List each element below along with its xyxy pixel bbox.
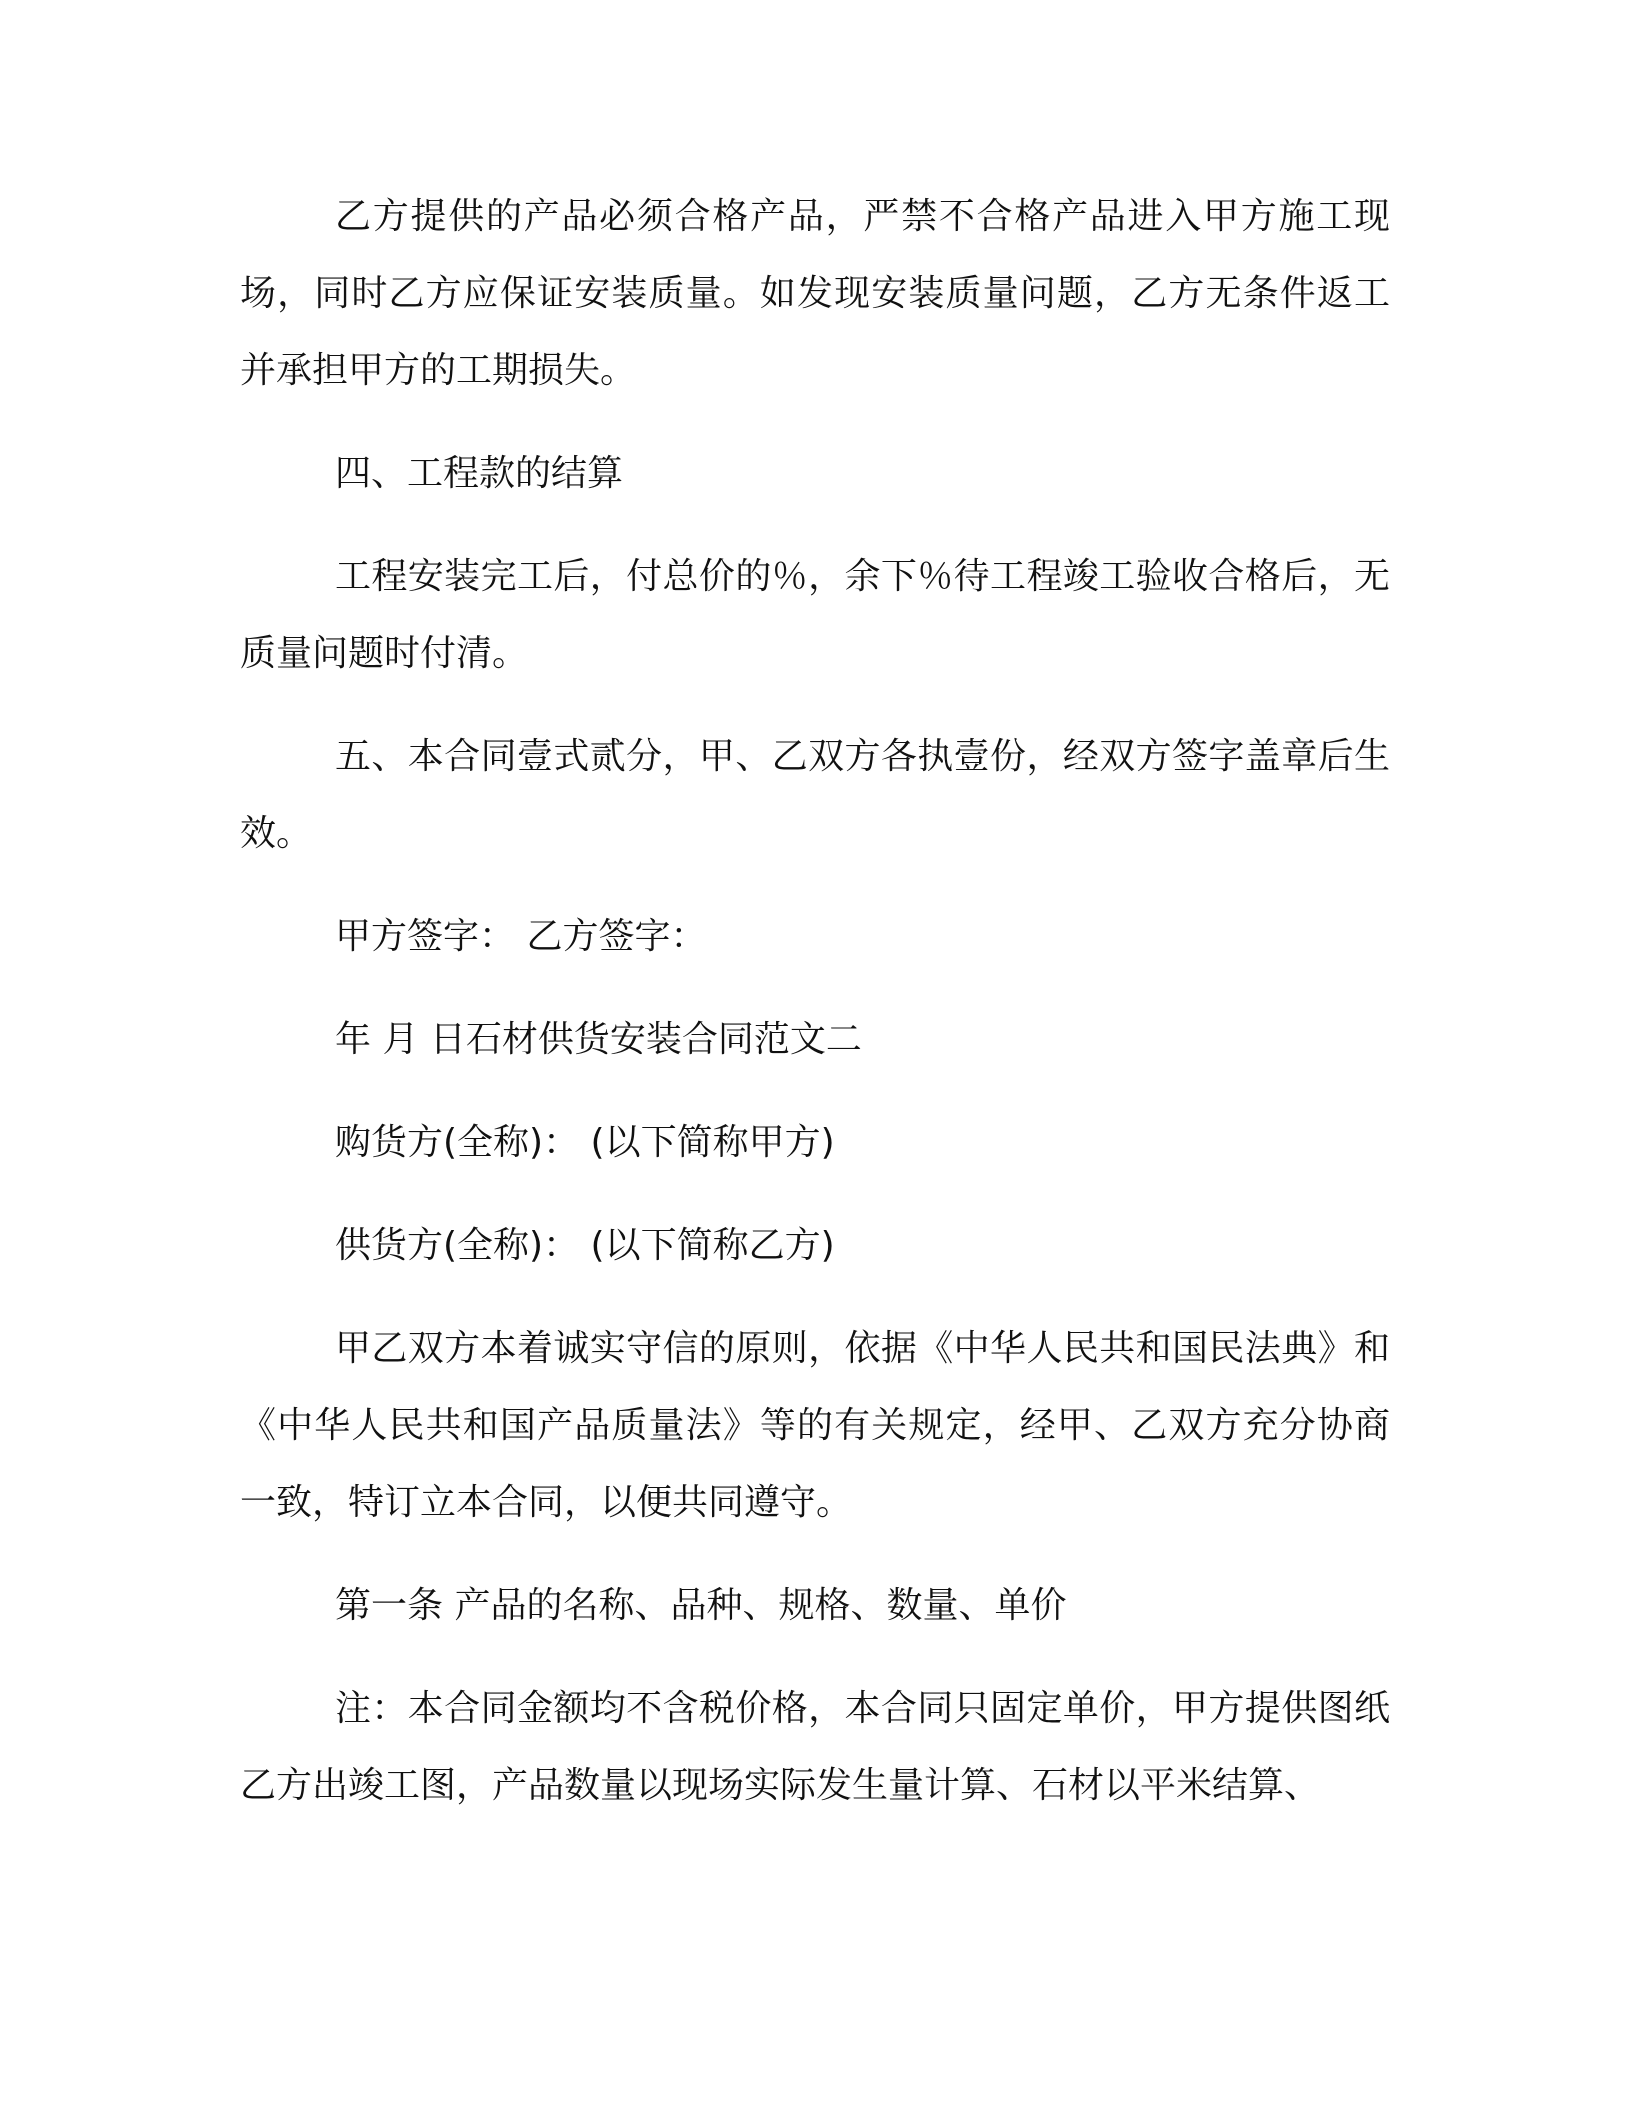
buyer-line: 购货方(全称)： (以下简称甲方) xyxy=(335,1122,835,1163)
section-heading-payment: 四、工程款的结算 xyxy=(335,453,624,494)
paragraph-legal-basis: 甲乙双方本着诚实守信的原则，依据《中华人民共和国民法典》和《中华人民共和国产品质量法》等的有关规定，经甲、乙双方充分协商一致，特订立本合同，以便共同遵守。 xyxy=(240,1328,1390,1523)
paragraph-copies-effect: 五、本合同壹式贰分，甲、乙双方各执壹份，经双方签字盖章后生效。 xyxy=(240,736,1390,854)
article-one-heading: 第一条 产品的名称、品种、规格、数量、单价 xyxy=(335,1585,1067,1626)
paragraph-quality-requirement: 乙方提供的产品必须合格产品，严禁不合格产品进入甲方施工现场，同时乙方应保证安装质量。如发现安装质量问题，乙方无条件返工并承担甲方的工期损失。 xyxy=(240,196,1390,391)
paragraph-payment-terms: 工程安装完工后，付总价的％，余下％待工程竣工验收合格后，无质量问题时付清。 xyxy=(240,556,1390,674)
paragraph-note: 注：本合同金额均不含税价格，本合同只固定单价，甲方提供图纸乙方出竣工图，产品数量以现场实际发生量计算、石材以平米结算、 xyxy=(240,1688,1390,1806)
supplier-line: 供货方(全称)： (以下简称乙方) xyxy=(335,1225,835,1266)
date-and-contract-title: 年 月 日石材供货安装合同范文二 xyxy=(335,1019,862,1060)
signature-line: 甲方签字： 乙方签字： xyxy=(335,916,707,957)
document-body xyxy=(240,178,1390,1850)
